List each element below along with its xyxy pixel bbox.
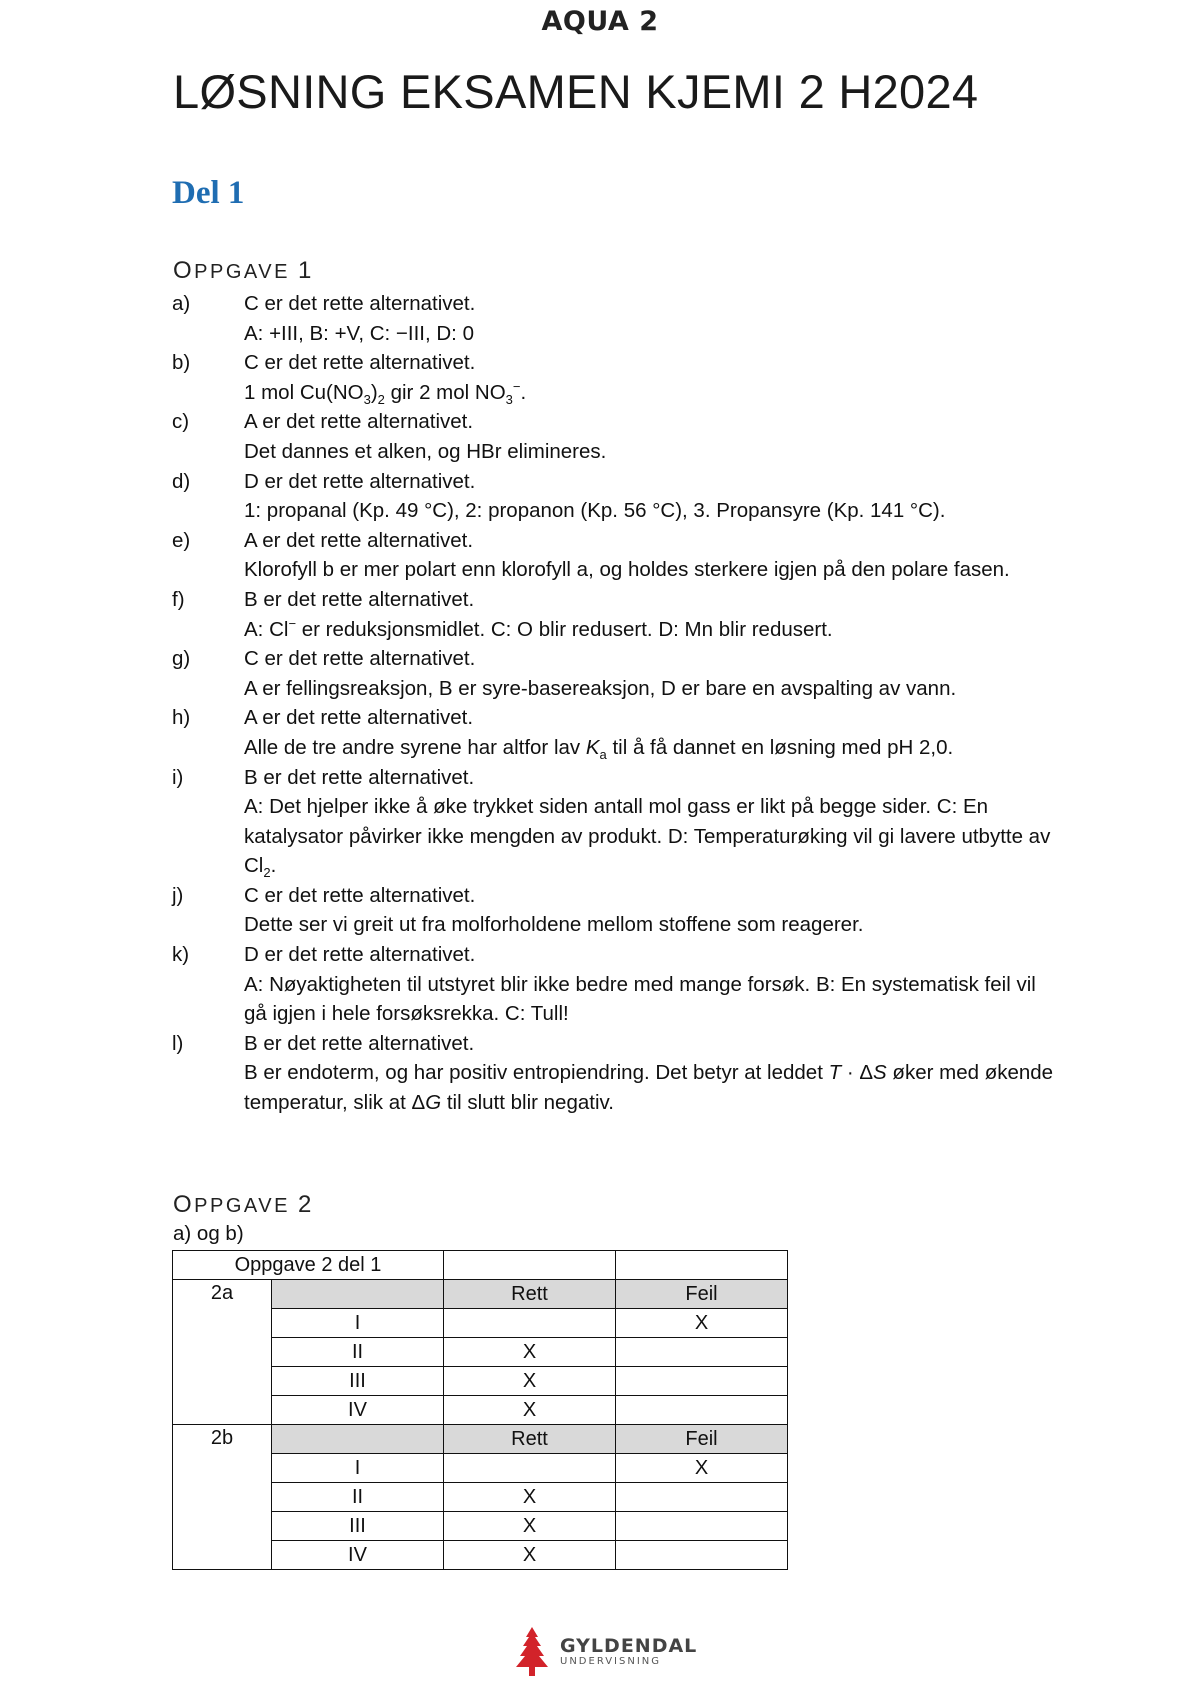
question-label: h) — [172, 706, 191, 730]
rett-cell: X — [444, 1512, 616, 1541]
question-explanation: Det dannes et alken, og HBr elimineres. — [244, 439, 607, 463]
statement-label: II — [272, 1483, 444, 1512]
question-item — [172, 348, 1072, 407]
table-row — [173, 1280, 788, 1309]
question-label: j) — [172, 883, 184, 907]
question-item — [172, 703, 1072, 762]
gyldendal-logo — [512, 1627, 697, 1677]
rett-cell: X — [444, 1396, 616, 1425]
column-header-rett: Rett — [444, 1425, 616, 1454]
question-list — [172, 289, 1072, 1118]
answer-table — [172, 1250, 788, 1570]
statement-label: I — [272, 1309, 444, 1338]
table-cell — [616, 1251, 788, 1280]
question-explanation: Klorofyll b er mer polart enn klorofyll a, og holdes sterkere igjen på den polare fasen. — [244, 558, 1010, 582]
statement-label: IV — [272, 1541, 444, 1570]
brand-subtitle: UNDERVISNING — [560, 1656, 662, 1667]
statement-label: III — [272, 1367, 444, 1396]
statement-label: I — [272, 1454, 444, 1483]
table-cell — [272, 1425, 444, 1454]
question-answer: C er det rette alternativet. — [244, 647, 476, 671]
feil-cell — [616, 1338, 788, 1367]
question-label: a) — [172, 292, 191, 315]
question-explanation: A: +III, B: +V, C: −III, D: 0 — [244, 321, 474, 345]
heading-number: 1 — [298, 257, 314, 284]
question-answer: C er det rette alternativet. — [244, 292, 476, 315]
question-label: i) — [172, 765, 184, 789]
question-explanation: 1: propanal (Kp. 49 °C), 2: propanon (Kp. 56 °C), 3. Propansyre (Kp. 141 °C). — [244, 499, 946, 523]
question-explanation: Alle de tre andre syrene har altfor lav $K_a$ til å få dannet en løsning med pH 2,0. — [244, 735, 954, 762]
heading-initial: O — [173, 1191, 195, 1218]
question-label: f) — [172, 587, 185, 611]
table-cell — [272, 1280, 444, 1309]
question-label: g) — [172, 647, 191, 671]
question-answer: C er det rette alternativet. — [244, 883, 476, 907]
rett-cell: X — [444, 1338, 616, 1367]
feil-cell: X — [616, 1454, 788, 1483]
column-header-feil: Feil — [616, 1425, 788, 1454]
question-explanation: B er endoterm, og har positiv entropiendring. Det betyr at leddet T · ΔS øker med økende temperatur, slik at ΔG til slutt blir negativ. — [244, 1061, 1054, 1115]
question-item — [172, 763, 1072, 881]
tree-icon — [512, 1627, 552, 1677]
question-answer: B er det rette alternativet. — [244, 1031, 475, 1055]
question-item — [172, 407, 1072, 466]
feil-cell — [616, 1483, 788, 1512]
question-answer: A er det rette alternativet. — [244, 410, 474, 434]
question-label: b) — [172, 351, 191, 375]
question-label: e) — [172, 528, 191, 552]
page-title: LØSNING EKSAMEN KJEMI 2 H2024 — [173, 65, 979, 118]
rett-cell: X — [444, 1367, 616, 1396]
question-explanation: A: Nøyaktigheten til utstyret blir ikke bedre med mange forsøk. B: En systematisk feil vil gå igjen i hele forsøksrekka. C: Tull! — [244, 972, 1036, 1026]
question-answer: D er det rette alternativet. — [244, 943, 476, 967]
question-answer: B er det rette alternativet. — [244, 587, 475, 611]
question-explanation: A: Det hjelper ikke å øke trykket siden antall mol gass er likt på begge sider. C: En katalysator påvirker ikke mengden av produkt. D: Temperaturøking vil gi lavere utbytte av $Cl_2$. — [244, 795, 1051, 881]
question-explanation: Dette ser vi greit ut fra molforholdene mellom stoffene som reagerer. — [244, 913, 864, 937]
question-item — [172, 881, 1072, 940]
question-answer: C er det rette alternativet. — [244, 351, 476, 375]
question-item — [172, 467, 1072, 526]
rett-cell — [444, 1309, 616, 1338]
question-item — [172, 585, 1072, 644]
question-item — [172, 940, 1072, 1029]
statement-label: III — [272, 1512, 444, 1541]
table-cell — [444, 1251, 616, 1280]
question-label: c) — [172, 410, 190, 434]
question-item — [172, 1029, 1072, 1118]
question-answer: A er det rette alternativet. — [244, 528, 474, 552]
table-title: Oppgave 2 del 1 — [173, 1251, 444, 1280]
heading-number: 2 — [298, 1191, 314, 1218]
heading-initial: O — [173, 257, 195, 284]
question-answer: B er det rette alternativet. — [244, 765, 475, 789]
column-header-feil: Feil — [616, 1280, 788, 1309]
feil-cell — [616, 1396, 788, 1425]
aqua-logo: AQUA 2 — [541, 6, 659, 37]
question-answer: A er det rette alternativet. — [244, 706, 474, 730]
column-header-rett: Rett — [444, 1280, 616, 1309]
part-label: 2b — [173, 1425, 272, 1570]
question-label: l) — [172, 1031, 184, 1055]
question-label: d) — [172, 469, 191, 493]
heading-rest: PPGAVE — [194, 261, 290, 283]
heading-rest: PPGAVE — [194, 1195, 290, 1217]
section-heading: Del 1 — [172, 175, 245, 211]
rett-cell: X — [444, 1541, 616, 1570]
brand-name: GYLDENDAL — [560, 1635, 698, 1657]
oppgave-1-heading — [173, 257, 314, 285]
oppgave-2-heading — [173, 1191, 314, 1219]
feil-cell — [616, 1541, 788, 1570]
question-explanation: A er fellingsreaksjon, B er syre-basereaksjon, D er bare en avspalting av vann. — [244, 676, 957, 700]
feil-cell: X — [616, 1309, 788, 1338]
question-item — [172, 644, 1072, 703]
question-explanation: A: Cl− er reduksjonsmidlet. C: O blir redusert. D: Mn blir redusert. — [244, 615, 833, 641]
statement-label: II — [272, 1338, 444, 1367]
question-explanation: 1 mol $Cu(NO_3)_2$ gir 2 mol $NO_3^-$. — [244, 378, 527, 407]
question-item — [172, 289, 1072, 348]
feil-cell — [616, 1367, 788, 1396]
rett-cell: X — [444, 1483, 616, 1512]
feil-cell — [616, 1512, 788, 1541]
part-label: 2a — [173, 1280, 272, 1425]
statement-label: IV — [272, 1396, 444, 1425]
table-row — [173, 1425, 788, 1454]
question-label: k) — [172, 943, 190, 967]
rett-cell — [444, 1454, 616, 1483]
oppgave-2-subheading: a) og b) — [173, 1222, 244, 1245]
table-header-row — [173, 1251, 788, 1280]
question-answer: D er det rette alternativet. — [244, 469, 476, 493]
question-item — [172, 526, 1072, 585]
